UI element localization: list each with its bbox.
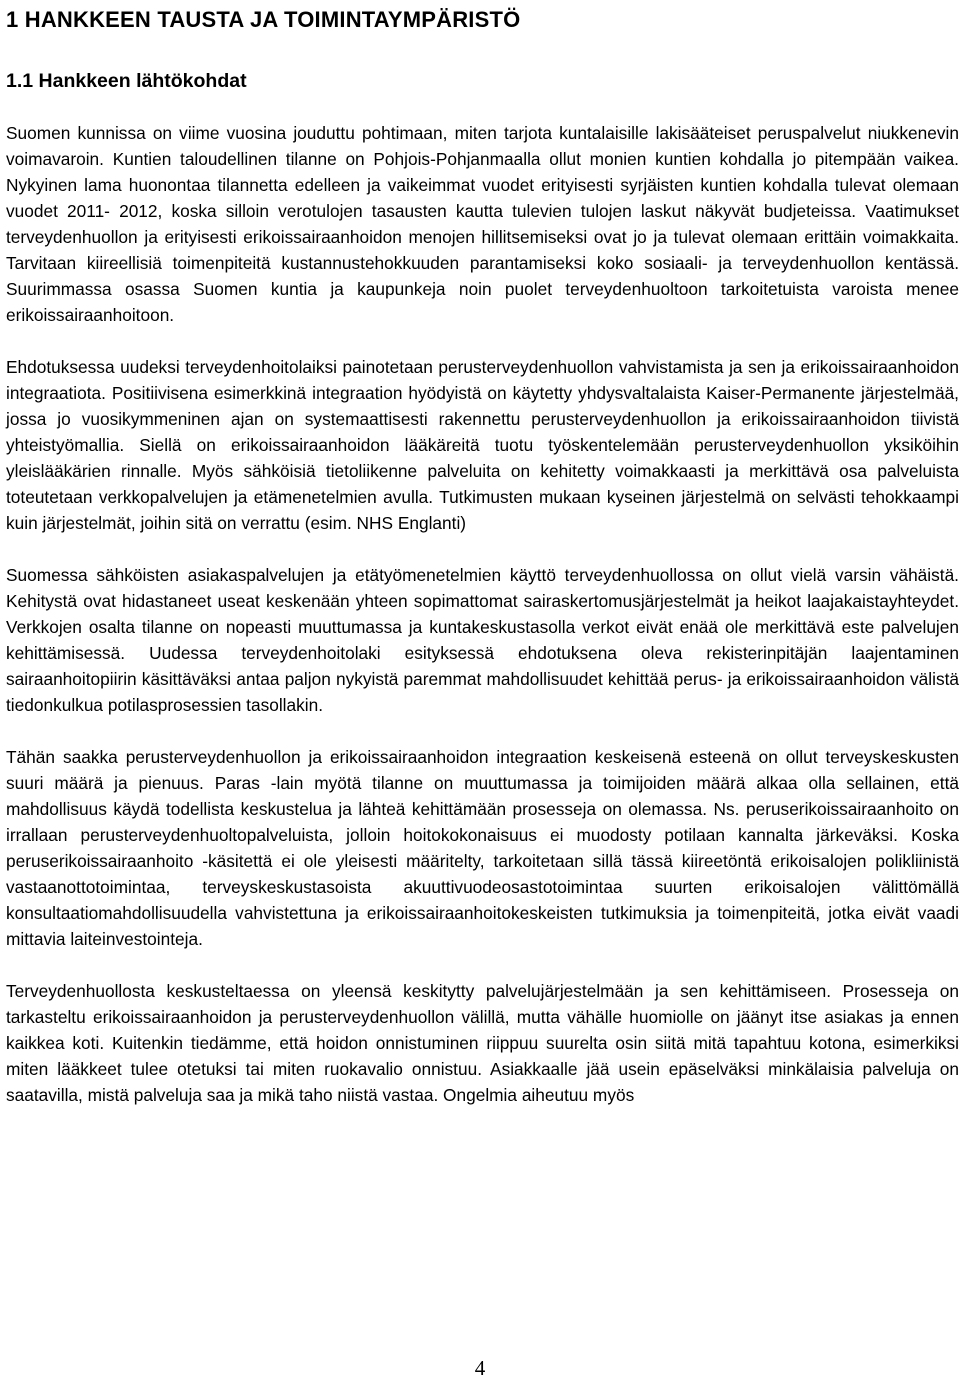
page-number: 4 bbox=[474, 1356, 486, 1380]
document-page bbox=[6, 0, 959, 1108]
chapter-heading: 1 HANKKEEN TAUSTA JA TOIMINTAYMPÄRISTÖ bbox=[6, 7, 521, 32]
section-heading: 1.1 Hankkeen lähtökohdat bbox=[6, 70, 247, 92]
paragraph-5: Terveydenhuollosta keskusteltaessa on yleensä keskitytty palvelujärjestelmään ja sen kehittämiseen. Prosesseja on tarkasteltu erikoissairaanhoidon ja perusterveydenhuollon välillä, mutta vähälle huomiolle on jäänyt itse asiakas ja ennen kaikkea koti. Kuitenkin tiedämme, että hoidon onnistuminen riippuu suurelta osin siitä mitä tapahtuu kotona, esimerkiksi miten lääkkeet tulee otetuksi tai miten ruokavalio onnistuu. Asiakkaalle jää usein epäselväksi minkälaisia palveluja on saatavilla, mistä palveluja saa ja mikä taho niistä vastaa. Ongelmia aiheutuu myös bbox=[6, 981, 959, 1105]
paragraph-3: Suomessa sähköisten asiakaspalvelujen ja etätyömenetelmien käyttö terveydenhuollossa on ollut vielä varsin vähäistä. Kehitystä ovat hidastaneet useat keskenään yhteen sopimattomat sairaskertomusjärjestelmät ja heikot laajakaistayhteydet. Verkkojen osalta tilanne on nopeasti muuttumassa ja kuntakeskustasolla verkot eivät enää ole merkittävä este palvelujen kehittämisessä. Uudessa terveydenhoitolaki esityksessä ehdotuksena oleva rekisterinpitäjän laajentaminen sairaanhoitopiirin käsittäväksi antaa paljon nykyistä paremmat mahdollisuudet kehittää perus- ja erikoissairaanhoidon välistä tiedonkulkua potilasprosessien tasollakin. bbox=[6, 565, 959, 715]
paragraph-2: Ehdotuksessa uudeksi terveydenhoitolaiksi painotetaan perusterveydenhuollon vahvistamista ja sen ja erikoissairaanhoidon integraatiota. Positiivisena esimerkkinä integraation hyödyistä on käytetty yhdysvaltalaista Kaiser-Permanente järjestelmää, jossa jo vuosikymmeninen ajan on systemaattisesti rakennettu perusterveydenhuollon ja erikoissairaanhoidon tiivistä yhteistyömallia. Siellä on erikoissairaanhoidon lääkäreitä tuotu työskentelemään perusterveydenhuollon yksiköihin yleislääkärien rinnalle. Myös sähköisiä tietoliikenne palveluita on kehitetty voimakkaasti ja merkittävä osa palveluista toteutetaan verkkopalvelujen ja etämenetelmien avulla. Tutkimusten mukaan kyseinen järjestelmä on selvästi tehokkaampi kuin järjestelmät, joihin sitä on verrattu (esim. NHS Englanti) bbox=[6, 357, 959, 533]
paragraph-1: Suomen kunnissa on viime vuosina jouduttu pohtimaan, miten tarjota kuntalaisille lakisääteiset peruspalvelut niukkenevin voimavaroin. Kuntien taloudellinen tilanne on Pohjois-Pohjanmaalla ollut monien kuntien kohdalla jo pitempään vaikea. Nykyinen lama huonontaa tilannetta edelleen ja vaikeimmat vuodet erityisesti syrjäisten kuntien kohdalla tulevat olemaan vuodet 2011- 2012, koska silloin verotulojen tasausten kautta tulevien tulojen laskut näkyvät budjeteissa. Vaatimukset terveydenhuollon ja erityisesti erikoissairaanhoidon menojen hillitsemiseksi ovat jo ja tulevat olemaan erittäin voimakkaita. Tarvitaan kiireellisiä toimenpiteitä kustannustehokkuuden parantamiseksi koko sosiaali- ja terveydenhuollon kentässä. Suurimmassa osassa Suomen kuntia ja kaupunkeja noin puolet terveydenhuoltoon tarkoitetuista varoista menee erikoissairaanhoitoon. bbox=[6, 123, 959, 325]
paragraph-4: Tähän saakka perusterveydenhuollon ja erikoissairaanhoidon integraation keskeisenä esteenä on ollut terveyskeskusten suuri määrä ja pienuus. Paras -lain myötä tilanne on muuttumassa ja toimijoiden määrä alkaa olla sellainen, että mahdollisuus käydä todellista keskustelua ja lähteä kehittämään prosesseja on olemassa. Ns. peruserikoissairaanhoito on irrallaan perusterveydenhuoltopalveluista, jolloin hoitokokonaisuus ei muodosty potilaan kannalta järkeväksi. Koska peruserikoissairaanhoito -käsitettä ei ole yleisesti määritelty, tarkoitetaan sillä tässä kiireetöntä erikoisalojen polikliinistä vastaanottotoimintaa, terveyskeskustasoista akuuttivuodeosastotoimintaa suurten erikoisalojen välittömällä konsultaatiomahdollisuudella vahvistettuna ja erikoissairaanhoitokeskeisten tutkimuksia ja toimenpiteitä, jotka eivät vaadi mittavia laiteinvestointeja. bbox=[6, 747, 959, 949]
